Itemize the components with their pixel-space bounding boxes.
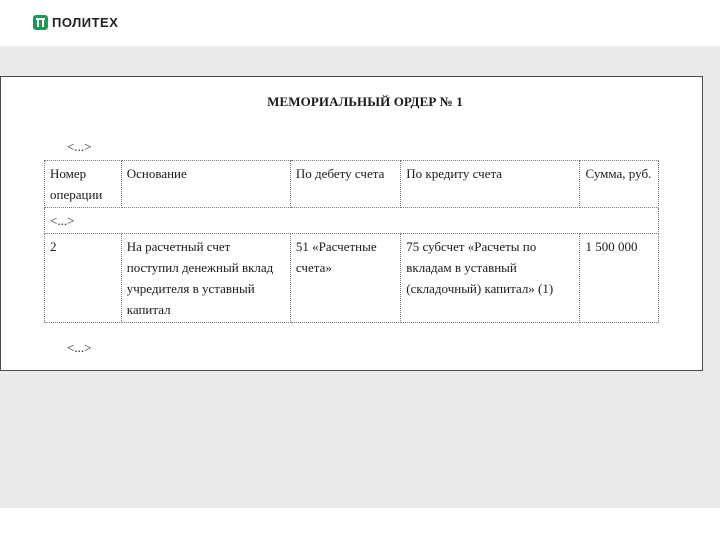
- table-row: [45, 208, 659, 234]
- table-cell: 75 субсчет «Расчеты по вкладам в уставный (складочный) капитал» (1): [401, 234, 580, 323]
- table-row: [45, 234, 659, 323]
- table-cell: На расчетный счет поступил денежный вклад учредителя в уставный капитал: [121, 234, 290, 323]
- table-cell: 51 «Расчетные счета»: [290, 234, 400, 323]
- header-cell: Номер операции: [45, 161, 122, 208]
- logo-icon: [33, 15, 48, 30]
- header-cell: Сумма, руб.: [580, 161, 659, 208]
- table-header-row: [45, 161, 659, 208]
- ellipsis-row: <...>: [45, 208, 659, 234]
- header-cell: По дебету счета: [290, 161, 400, 208]
- brand-name: ПОЛИТЕХ: [52, 15, 119, 30]
- header: [0, 0, 720, 46]
- table-cell: 2: [45, 234, 122, 323]
- header-cell: По кредиту счета: [401, 161, 580, 208]
- ellipsis-top: <...>: [67, 139, 92, 154]
- header-cell: Основание: [121, 161, 290, 208]
- document-title: МЕМОРИАЛЬНЫЙ ОРДЕР № 1: [267, 94, 463, 109]
- ellipsis-bottom: <...>: [67, 340, 92, 355]
- memorial-order-table: [44, 160, 659, 323]
- table-cell: 1 500 000: [580, 234, 659, 323]
